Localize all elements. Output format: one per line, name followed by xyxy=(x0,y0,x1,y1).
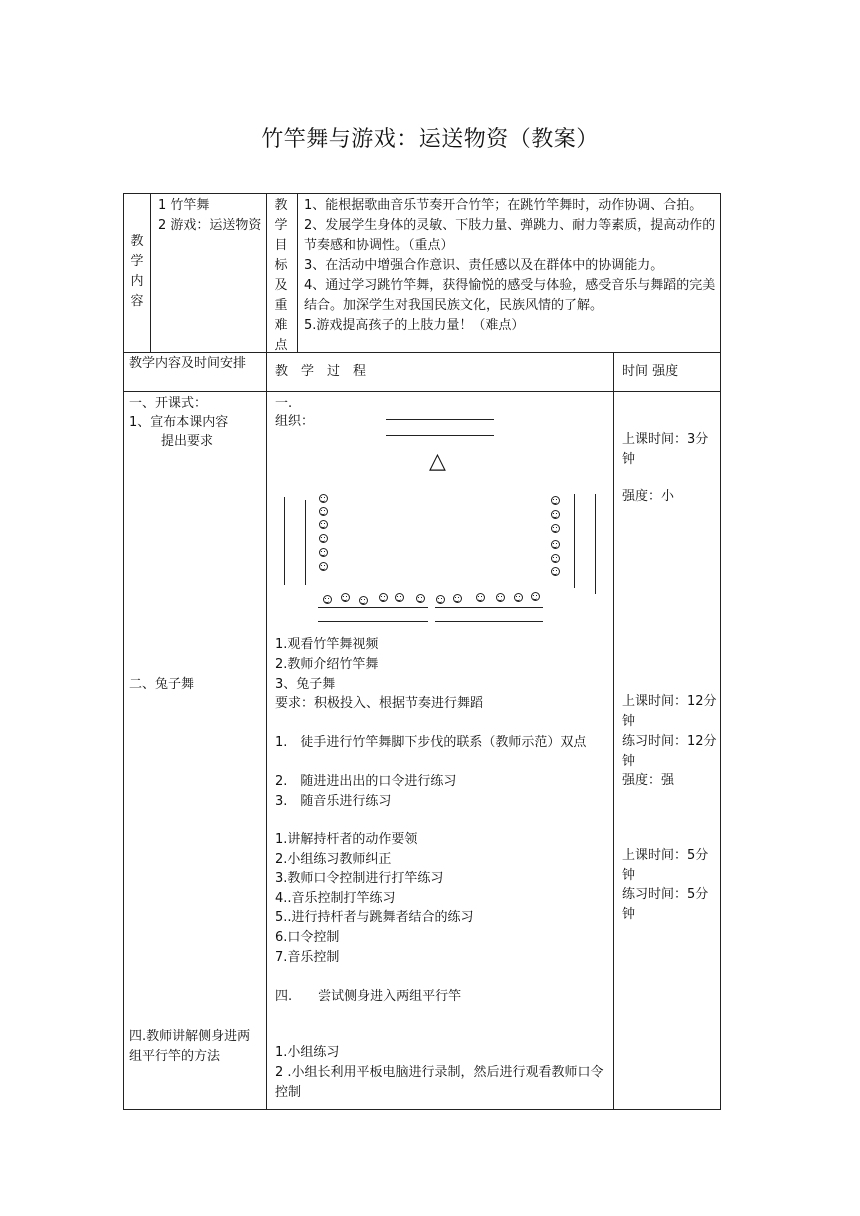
student-icon xyxy=(319,507,328,516)
student-icon xyxy=(531,592,540,601)
list-item: 1.小组练习 xyxy=(275,1045,340,1060)
goal-item: 5.游戏提高孩子的上肢力量！（难点） xyxy=(304,318,525,333)
list-item: 2 .小组长利用平板电脑进行录制，然后进行观看教师口令控制 xyxy=(275,1065,604,1100)
student-icon xyxy=(319,562,328,571)
bamboo-pole xyxy=(318,621,428,622)
student-icon xyxy=(551,567,560,576)
content-label: 教学内容 xyxy=(130,234,144,309)
intensity-info: 强度：强 xyxy=(622,773,675,788)
list-item: 5..进行持杆者与跳舞者结合的练习 xyxy=(275,910,474,925)
column-header-process: 教 学 过 程 xyxy=(275,364,367,379)
list-item: 2. 随进进出出的口令进行练习 xyxy=(275,774,457,789)
bamboo-pole xyxy=(595,494,596,594)
student-icon xyxy=(551,540,560,549)
student-icon xyxy=(551,554,560,563)
col-divider xyxy=(150,193,151,352)
list-item: 4..音乐控制打竿练习 xyxy=(275,891,396,906)
student-icon xyxy=(476,593,485,602)
row-divider xyxy=(123,391,721,392)
list-item: 1.观看竹竿舞视频 xyxy=(275,637,379,652)
col-divider xyxy=(266,193,267,1110)
student-icon xyxy=(319,494,328,503)
time-info: 上课时间：5分钟 xyxy=(622,848,709,883)
student-icon xyxy=(323,595,332,604)
time-info: 上课时间：3分钟 xyxy=(622,432,709,467)
section-four: 四. 尝试侧身进入两组平行竿 xyxy=(275,989,462,1004)
goal-item: 1、能根据歌曲音乐节奏开合竹竿；在跳竹竿舞时，动作协调、合拍。 xyxy=(304,198,703,213)
teacher-triangle-icon: △ xyxy=(429,449,446,474)
bamboo-pole xyxy=(318,607,428,608)
bamboo-pole xyxy=(284,497,285,585)
time-info: 练习时间：5分钟 xyxy=(622,887,709,922)
student-icon xyxy=(551,524,560,533)
time-info: 练习时间：12分钟 xyxy=(622,734,717,769)
student-icon xyxy=(319,534,328,543)
list-item: 3.教师口令控制进行打竿练习 xyxy=(275,871,444,886)
col-divider xyxy=(613,352,614,1110)
student-icon xyxy=(395,593,404,602)
row-divider xyxy=(123,352,721,353)
list-item: 2.教师介绍竹竿舞 xyxy=(275,657,379,672)
bamboo-pole xyxy=(574,494,575,588)
list-item: 1.讲解持杆者的动作要领 xyxy=(275,832,418,847)
bamboo-pole xyxy=(305,500,306,585)
list-item: 3、兔子舞 xyxy=(275,677,336,692)
page-title: 竹竿舞与游戏：运送物资（教案） xyxy=(261,127,599,152)
student-icon xyxy=(551,510,560,519)
list-item: 7.音乐控制 xyxy=(275,950,340,965)
student-icon xyxy=(453,594,462,603)
list-item: 2.小组练习教师纠正 xyxy=(275,852,392,867)
goals-label: 教学目标及重难点 xyxy=(274,198,288,353)
part1-item: 提出要求 xyxy=(161,434,214,449)
content-item: 2 游戏：运送物资 xyxy=(158,218,262,233)
student-icon xyxy=(359,596,368,605)
goals-list xyxy=(304,196,716,336)
student-icon xyxy=(319,520,328,529)
bamboo-pole xyxy=(386,435,494,436)
goal-item: 3、在活动中增强合作意识、责任感以及在群体中的协调能力。 xyxy=(304,258,664,273)
list-item: 3. 随音乐进行练习 xyxy=(275,794,392,809)
student-icon xyxy=(436,595,445,604)
list-item: 1. 徒手进行竹竿舞脚下步伐的联系（教师示范）双点 xyxy=(275,735,587,750)
student-icon xyxy=(341,593,350,602)
student-icon xyxy=(319,548,328,557)
content-item: 1 竹竿舞 xyxy=(158,198,210,213)
list-item: 6.口令控制 xyxy=(275,930,340,945)
student-icon xyxy=(514,593,523,602)
time-info: 上课时间：12分钟 xyxy=(622,694,717,729)
organize-label: 组织： xyxy=(275,414,315,429)
part4-title: 四.教师讲解侧身进两组平行竿的方法 xyxy=(129,1029,251,1064)
part1-title: 一、开课式： xyxy=(129,396,208,411)
goal-item: 4、通过学习跳竹竿舞，获得愉悦的感受与体验，感受音乐与舞蹈的完美结合。加深学生对我国民族文化，民族风情的了解。 xyxy=(304,278,716,313)
col-divider xyxy=(297,193,298,352)
part1-item: 1、宣布本课内容 xyxy=(129,415,229,430)
student-icon xyxy=(379,593,388,602)
list-item: 要求：积极投入、根据节奏进行舞蹈 xyxy=(275,696,484,711)
column-header-time: 时间 强度 xyxy=(622,364,679,379)
column-header-content: 教学内容及时间安排 xyxy=(129,356,247,371)
student-icon xyxy=(416,594,425,603)
part2-title: 二、兔子舞 xyxy=(129,677,195,692)
intensity-info: 强度：小 xyxy=(622,489,675,504)
bamboo-pole xyxy=(386,419,494,420)
bamboo-pole xyxy=(435,607,543,608)
student-icon xyxy=(551,496,560,505)
goal-item: 2、发展学生身体的灵敏、下肢力量、弹跳力、耐力等素质，提高动作的节奏感和协调性。（重点） xyxy=(304,218,716,253)
bamboo-pole xyxy=(435,621,543,622)
section-one: 一. xyxy=(275,396,293,411)
student-icon xyxy=(496,593,505,602)
